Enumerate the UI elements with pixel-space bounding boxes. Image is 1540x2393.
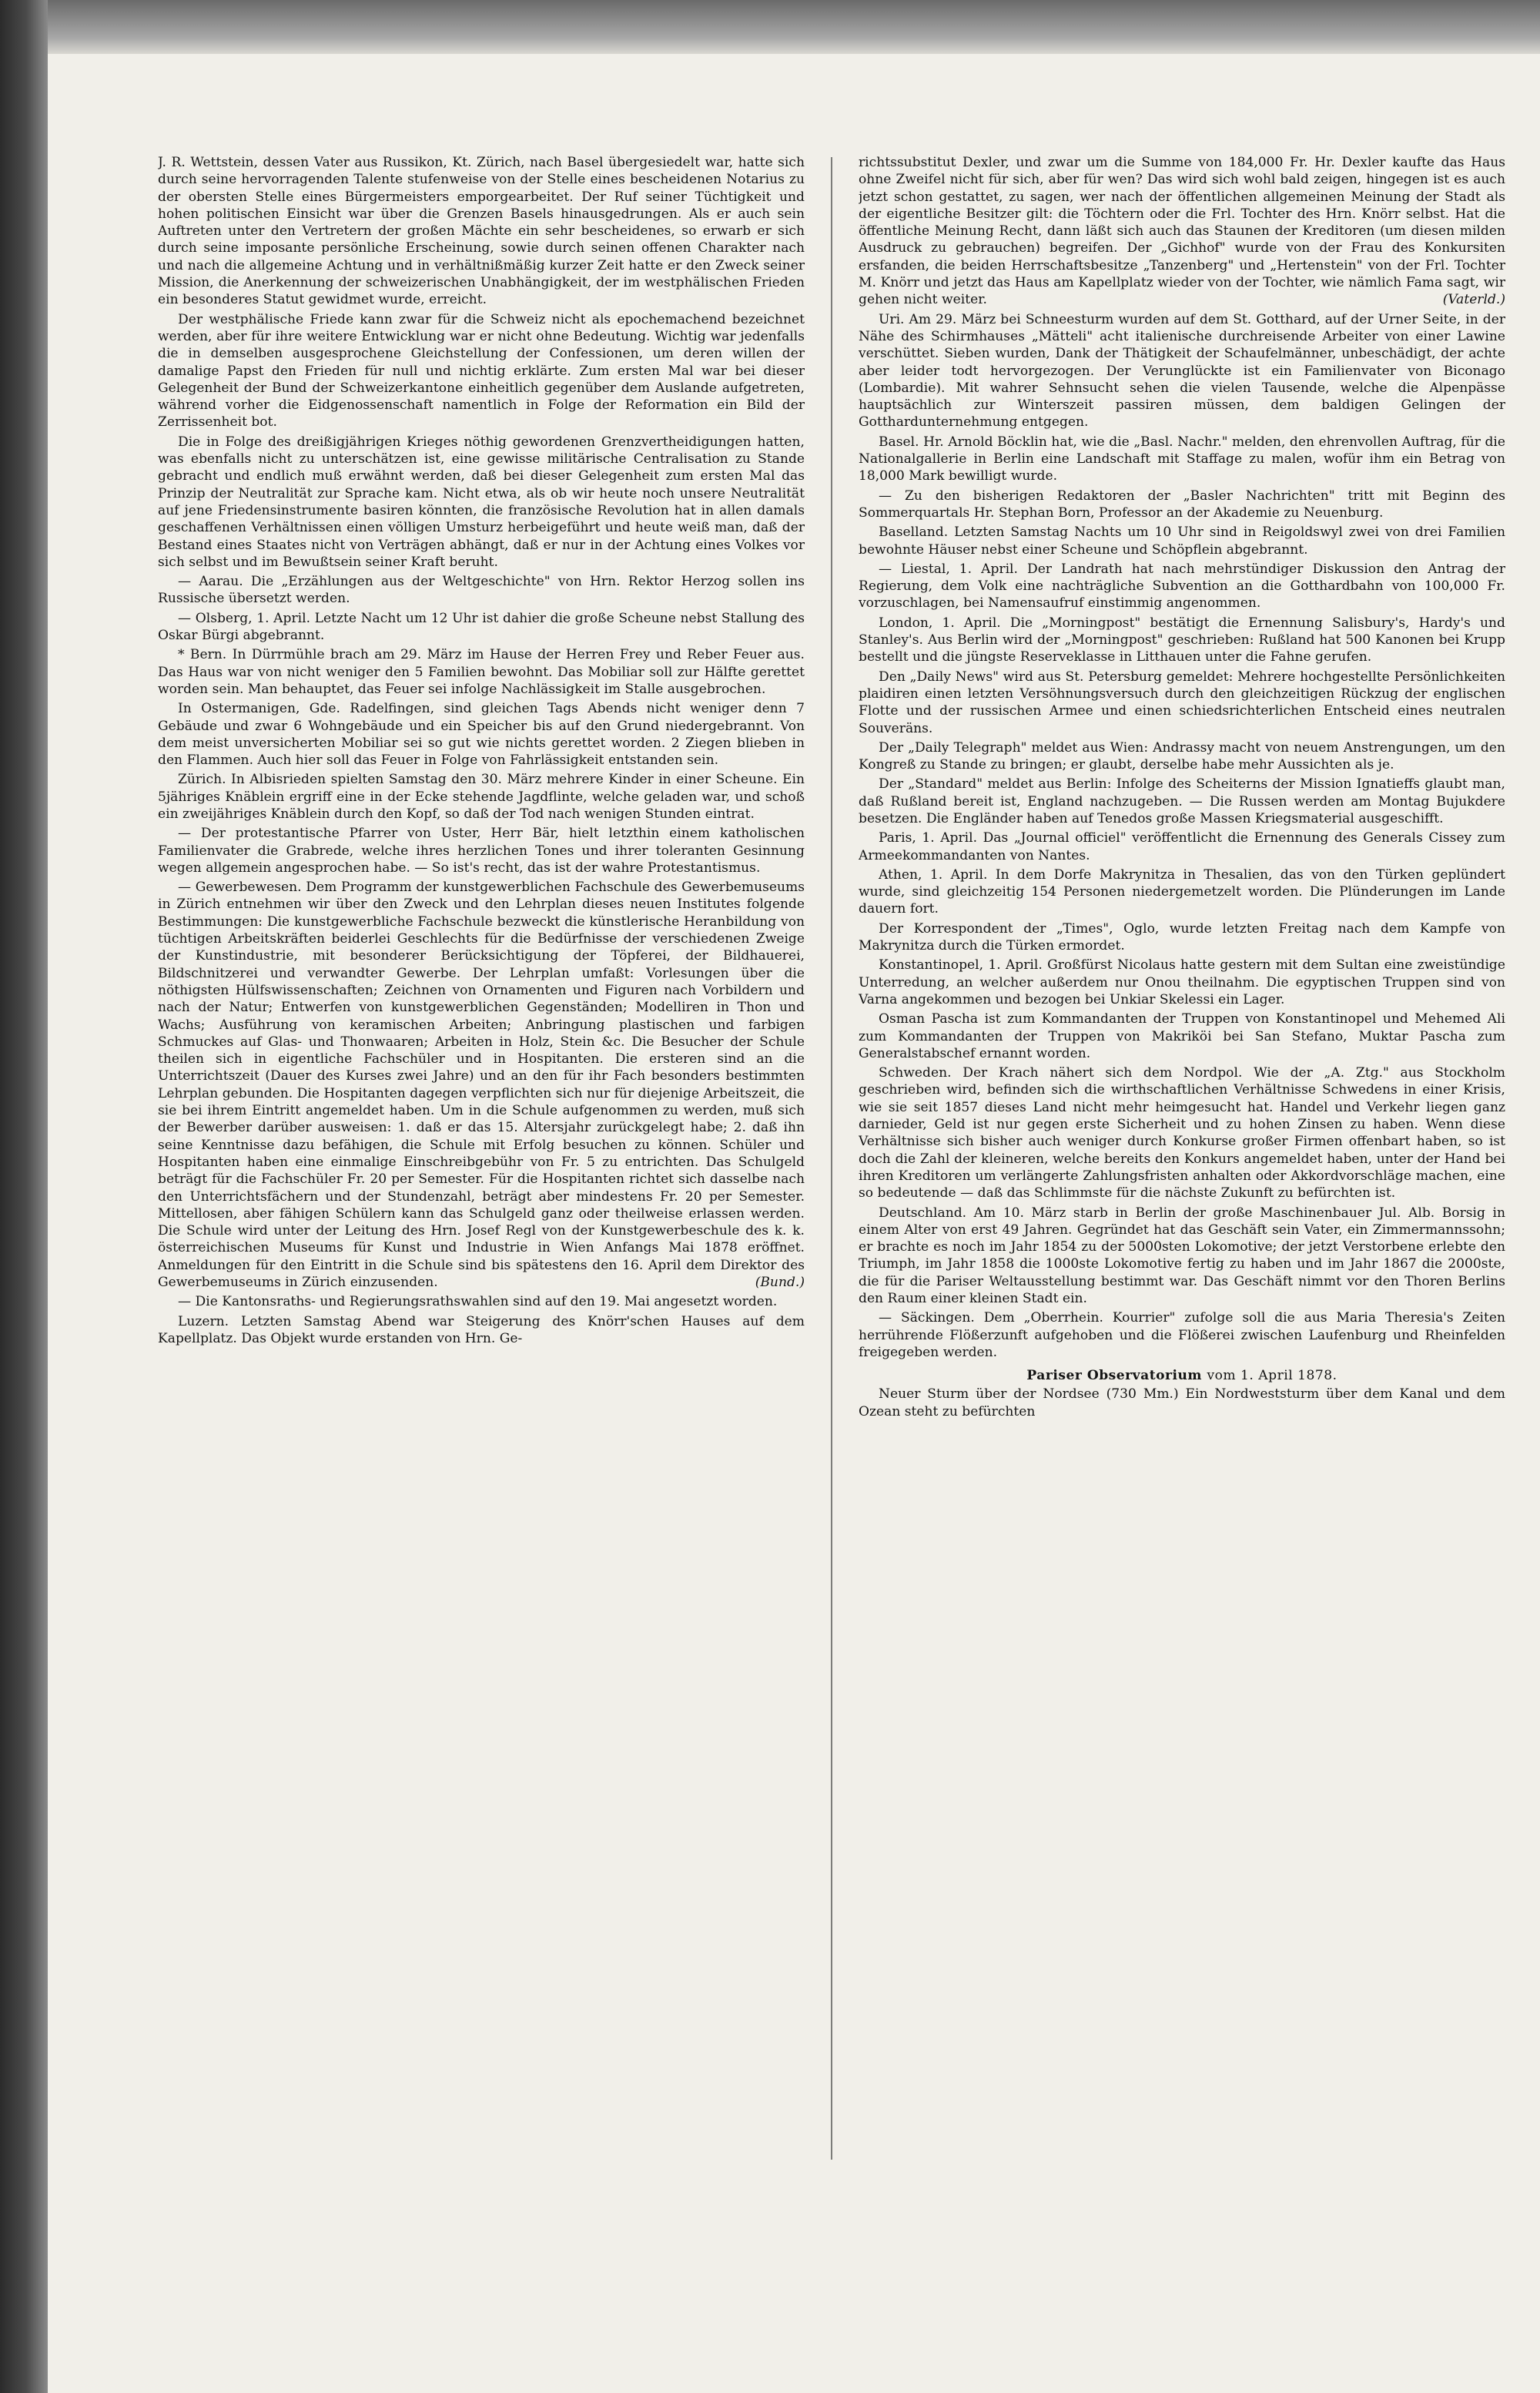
news-daily-news: Den „Daily News" wird aus St. Petersburg gemeldet: Mehrere hochgestellte Persönlichkeiten plaidiren einen letzten Versöhnungsversuch durch den gleichzeitigen Rückzug der englischen Flotte und der russischen Armee und einen schiedsrichterlichen Entscheid eines neutralen Souveräns.: [859, 669, 1505, 736]
observatory-title: Pariser Observatorium: [1026, 1368, 1203, 1384]
source-vaterland: (Vaterld.): [1442, 292, 1505, 308]
news-osman-pascha: Osman Pascha ist zum Kommandanten der Truppen von Konstantinopel und Mehemed Ali zum Kommandanten der Truppen von Makriköi bei San Stefano, Muktar Pascha zum Generalstabschef ernannt worden.: [859, 1011, 1505, 1061]
article-neutrality: Die in Folge des dreißigjährigen Krieges nöthig gewordenen Grenzvertheidigungen hatten, was ebenfalls nicht zu unterschätzen ist, eine gewisse militärische Centralisation zu Stande gebracht und endlich muß erwähnt werden, daß bei dieser Gelegenheit zum ersten Mal das Prinzip der Neutralität zur Sprache kam. Nicht etwa, als ob wir heute noch unsere Neutralität auf jene Friedensinstrumente basiren könnten, die französische Revolution hat in allen damals geschaffenen Verhältnissen einen völligen Umsturz herbeigeführt und heute weiß man, daß der Bestand eines Staates nicht von Verträgen abhängt, daß er nur in der Achtung eines Volkes vor sich selbst und im Bewußtsein seiner Kraft beruht.: [158, 434, 805, 570]
news-schweden: Schweden. Der Krach nähert sich dem Nordpol. Wie der „A. Ztg." aus Stockholm geschrieben wird, befinden sich die wirthschaftlichen Verhältnisse Schwedens in einer Krisis, wie sie seit 1857 dieses Land nicht mehr heimgesucht hat. Handel und Verkehr liegen ganz darnieder, Geld ist nur gegen erste Sicherheit und zu hohen Zinsen zu haben. Wenn diese Verhältnisse sich bisher auch weniger durch Konkurse großer Firmen offenbart haben, so ist doch die Zahl der kleineren, welche bereits den Konkurs angemeldet haben, unter der Hand bei ihren Kreditoren um verlängerte Zahlungsfristen anhalten oder Akkordvorschläge machen, eine so bedeutende — daß das Schlimmste für die nächste Zukunft zu befürchten ist.: [859, 1065, 1505, 1202]
news-bern: * Bern. In Dürrmühle brach am 29. März im Hause der Herren Frey und Reber Feuer aus. Das Haus war von nicht weniger den 5 Familien bewohnt. Das Mobiliar soll zur Hälfte gerettet worden sein. Man behauptet, das Feuer sei infolge Nachlässigkeit im Stalle ausgebrochen.: [158, 647, 805, 697]
news-luzern-continued: [859, 154, 1505, 309]
news-konstantinopel: Konstantinopel, 1. April. Großfürst Nicolaus hatte gestern mit dem Sultan eine zweistündige Unterredung, an welcher außerdem nur Onou theilnahm. Die egyptischen Truppen sind von Varna angekommen und bezogen bei Unkiar Skelessi ein Lager.: [859, 957, 1505, 1007]
news-paris: Paris, 1. April. Das „Journal officiel" veröffentlicht die Ernennung des Generals Cissey zum Armeekommandanten von Nantes.: [859, 830, 1505, 863]
column-divider: [831, 157, 832, 2160]
news-luzern: Luzern. Letzten Samstag Abend war Steigerung des Knörr'schen Hauses auf dem Kapellplatz. Das Objekt wurde erstanden von Hrn. Ge-: [158, 1313, 805, 1346]
news-aarau: — Aarau. Die „Erzählungen aus der Weltgeschichte" von Hrn. Rektor Herzog sollen ins Russische übersetzt werden.: [158, 574, 805, 607]
news-ostermanigen: In Ostermanigen, Gde. Radelfingen, sind gleichen Tags Abends nicht weniger denn 7 Gebäude und zwar 6 Wohngebäude und ein Speicher bis auf den Grund niedergebrannt. Von dem meist unversicherten Mobiliar sei so gut wie nichts gerettet worden. 2 Ziegen blieben in den Flammen. Auch hier soll das Feuer in Folge von Fahrlässigkeit entstanden sein.: [158, 701, 805, 769]
news-basel: Basel. Hr. Arnold Böcklin hat, wie die „Basl. Nachr." melden, den ehrenvollen Auftrag, für die Nationalgallerie in Berlin eine Landschaft mit Staffage zu malen, wofür ihm ein Betrag von 18,000 Mark bewilligt wurde.: [859, 434, 1505, 484]
article-wettstein: J. R. Wettstein, dessen Vater aus Russikon, Kt. Zürich, nach Basel übergesiedelt war, hatte sich durch seine hervorragenden Talente stufenweise von der Stelle eines bescheidenen Notarius zu der obersten Stelle eines Bürgermeisters emporgearbeitet. Der Ruf seiner Tüchtigkeit und hohen politischen Einsicht war über die Grenzen Basels hinausgedrungen. Als er auch sein Auftreten unter den Vertretern der großen Mächte ein sehr bescheidenes, so erwarb er sich durch seine imposante persönliche Erscheinung, sowie durch seinen offenen Charakter nach und nach die allgemeine Achtung und in verhältnißmäßig kurzer Zeit hatte er den Zweck seiner Mission, die Anerkennung der schweizerischen Unabhängigkeit, der im westphälischen Frieden ein besonderes Statut gewidmet wurde, erreicht.: [158, 155, 805, 308]
news-uster: — Der protestantische Pfarrer von Uster, Herr Bär, hielt letzthin einem katholischen Familienvater die Grabrede, welche ihres herzlichen Tones und ihrer toleranten Gesinnung wegen allgemein angesprochen habe. — So ist's recht, das ist der wahre Protestantismus.: [158, 826, 805, 876]
news-wahlen: — Die Kantonsraths- und Regierungsrathswahlen sind auf den 19. Mai angesetzt worden.: [178, 1294, 778, 1310]
article-columns: [158, 154, 1505, 2187]
scan-top-shadow: [48, 0, 1540, 54]
observatory-heading: [859, 1367, 1505, 1384]
news-zurich-albisrieden: Zürich. In Albisrieden spielten Samstag den 30. März mehrere Kinder in einer Scheune. Ein 5jähriges Knäblein ergriff eine in der Ecke stehende Jagdflinte, welche geladen war, und schoß ein zweijähriges Knäblein durch den Kopf, so daß der Tod nach wenigen Stunden eintrat.: [158, 772, 805, 822]
scan-binding-edge: [0, 0, 48, 2393]
news-deutschland: Deutschland. Am 10. März starb in Berlin der große Maschinenbauer Jul. Alb. Borsig in einem Alter von erst 49 Jahren. Gegründet hat das Geschäft sein Vater, ein Zimmermannssohn; er brachte es noch im Jahr 1854 zu der 5000sten Lokomotive; der jetzt Verstorbene erlebte den Triumph, im Jahr 1858 die 1000ste Lokomotive fertig zu haben und im Jahr 1867 die 2000ste, die für die Pariser Weltausstellung bestimmt war. Das Geschäft nimmt vor den Thoren Berlins den Raum einer kleinen Stadt ein.: [859, 1205, 1505, 1306]
news-uri: Uri. Am 29. März bei Schneesturm wurden auf dem St. Gotthard, auf der Urner Seite, in der Nähe des Schirmhauses „Mätteli" acht italienische durchreisende Arbeiter von einer Lawine verschüttet. Sieben wurden, Dank der Thätigkeit der Schaufelmänner, unbeschädigt, der achte aber leider todt hervorgezogen. Der Verunglückte ist ein Familienvater von Biconago (Lombardie). Mit wahrer Sehnsucht sehen die vielen Tausende, welche die Alpenpässe hauptsächlich zur Winterszeit passiren müssen, dem baldigen Gelingen der Gotthardunternehmung entgegen.: [859, 311, 1505, 431]
article-westphalian-peace: Der westphälische Friede kann zwar für die Schweiz nicht als epochemachend bezeichnet werden, aber für ihre weitere Entwicklung war er nicht ohne Bedeutung. Wichtig war jedenfalls die in demselben ausgesprochene Gleichstellung der Confessionen, um deren willen der damalige Papst den Frieden für null und nichtig erklärte. Zum ersten Mal war bei dieser Gelegenheit der Bund der Schweizerkantone einheitlich gegenüber dem Auslande aufgetreten, während vorher die Eidgenossenschaft namentlich in Folge der Reformation ein Bild der Zerrissenheit bot.: [158, 311, 805, 431]
news-times-correspondent: Der Korrespondent der „Times", Oglo, wurde letzten Freitag nach dem Kampfe von Makrynitza durch die Türken ermordet.: [859, 920, 1505, 954]
news-standard: Der „Standard" meldet aus Berlin: Infolge des Scheiterns der Mission Ignatieffs glaubt man, daß Rußland bereit ist, England nachzugeben. — Die Russen werden am Montag Bujukdere besetzen. Die Engländer haben auf Tenedos große Massen Kriegsmaterial ausgeschifft.: [859, 776, 1505, 826]
right-column: [859, 154, 1505, 2187]
observatory-date: vom 1. April 1878.: [1207, 1368, 1337, 1384]
news-athen: Athen, 1. April. In dem Dorfe Makrynitza in Thesalien, das von den Türken geplündert wurde, sind gleichzeitig 154 Personen niedergemetzelt worden. Die Plünderungen im Lande dauern fort.: [859, 866, 1505, 917]
news-olsberg: — Olsberg, 1. April. Letzte Nacht um 12 Uhr ist dahier die große Scheune nebst Stallung des Oskar Bürgi abgebrannt.: [158, 610, 805, 644]
left-column: [158, 154, 805, 2187]
luzern-continued-text: richtssubstitut Dexler, und zwar um die Summe von 184,000 Fr. Hr. Dexler kaufte das Haus ohne Zweifel nicht für sich, aber für wen? Das wird sich wohl bald zeigen, hingegen ist es auch jetzt schon gestattet, zu sagen, wer nach der öffentlichen allgemeinen Meinung der Stadt als der eigentliche Besitzer gilt: die Töchtern oder die Frl. Tochter des Hrn. Knörr selbst. Hat die öffentliche Meinung Recht, dann läßt sich auch das Staunen der Kreditoren (um diesen milden Ausdruck zu gebrauchen) begreifen. Der „Gichhof" wurde von der Frau des Konkursiten ersfanden, die beiden Herrschaftsbesitze „Tanzenberg" und „Hertenstein" von der Frl. Tochter M. Knörr und jetzt das Haus am Kapellplatz wieder von der Tochter, wie nämlich Fama sagt, wir gehen nicht weiter.: [859, 155, 1505, 308]
news-liestal: — Liestal, 1. April. Der Landrath hat nach mehrstündiger Diskussion den Antrag der Regierung, dem Volk eine nachträgliche Subvention an die Gotthardbahn von 100,000 Fr. vorzuschlagen, bei Namensaufruf einstimmig angenommen.: [859, 561, 1505, 612]
news-basler-nachrichten: — Zu den bisherigen Redaktoren der „Basler Nachrichten" tritt mit Beginn des Sommerquartals Hr. Stephan Born, Professor an der Akademie zu Neuenburg.: [859, 488, 1505, 521]
news-baselland: Baselland. Letzten Samstag Nachts um 10 Uhr sind in Reigoldswyl zwei von drei Familien bewohnte Häuser nebst einer Scheune und Schöpflein abgebrannt.: [859, 525, 1505, 558]
gewerbewesen-text: — Gewerbewesen. Dem Programm der kunstgewerblichen Fachschule des Gewerbemuseums in Zürich entnehmen wir über den Zweck und den Lehrplan dieses neuen Institutes folgende Bestimmungen: Die kunstgewerbliche Fachschule bezweckt die künstlerische Heranbildung von tüchtigen Arbeitskräften beiderlei Geschlechts für die Bedürfnisse der verschiedenen Zweige der Kunstindustrie, mit besonderer Berücksichtigung der Töpferei, der Bildhauerei, Bildschnitzerei und verwandter Gewerbe. Der Lehrplan umfaßt: Vorlesungen über die nöthigsten Hülfswissenschaften; Zeichnen von Ornamenten und Figuren nach Vorbildern und nach der Natur; Entwerfen von kunstgewerblichen Gegenständen; Modelliren in Thon und Wachs; Ausführung von keramischen Arbeiten; Anbringung plastischen und farbigen Schmuckes auf Glas- und Thonwaaren; Arbeiten in Holz, Stein &c. Die Besucher der Schule theilen sich in eigentliche Fachschüler und in Hospitanten. Die ersteren sind an die Unterrichtszeit (Dauer des Kurses zwei Jahre) und an den für ihr Fach besonders bestimmten Lehrplan gebunden. Die Hospitanten dagegen verpflichten sich nur für diejenige Arbeitszeit, die sie bei ihrem Eintritt angemeldet haben. Um in die Schule aufgenommen zu werden, muß sich der Bewerber darüber ausweisen: 1. daß er das 15. Altersjahr zurückgelegt habe; 2. daß ihn seine Kenntnisse dazu befähigen, die Schule mit Erfolg besuchen zu können. Schüler und Hospitanten haben eine einmalige Einschreibgebühr von Fr. 5 zu entrichten. Das Schulgeld beträgt für die Fachschüler Fr. 20 per Semester. Für die Hospitanten richtet sich dasselbe nach den Unterrichtsfächern und der Stundenzahl, beträgt aber mindestens Fr. 20 per Semester. Mittellosen, aber fähigen Schülern kann das Schulgeld ganz oder theilweise erlassen werden. Die Schule wird unter der Leitung des Hrn. Josef Regl von der Kunstgewerbeschule des k. k. österreichischen Museums für Kunst und Industrie in Wien Anfangs Mai 1878 eröffnet. Anmeldungen für den Eintritt in die Schule sind bis spätestens den 16. April dem Direktor des Gewerbemuseums in Zürich einzusenden.: [158, 880, 805, 1290]
news-gewerbewesen: [158, 879, 805, 1291]
news-daily-telegraph: Der „Daily Telegraph" meldet aus Wien: Andrassy macht von neuem Anstrengungen, um den Kongreß zu Stande zu bringen; er glaubt, derselbe habe mehr Aussichten als je.: [859, 739, 1505, 773]
observatory-report: Neuer Sturm über der Nordsee (730 Mm.) Ein Nordweststurm über dem Kanal und dem Ozean steht zu befürchten: [859, 1386, 1505, 1419]
source-bund: (Bund.): [755, 1275, 805, 1290]
news-london: London, 1. April. Die „Morningpost" bestätigt die Ernennung Salisbury's, Hardy's und Stanley's. Aus Berlin wird der „Morningpost" geschrieben: Rußland hat 500 Kanonen bei Krupp bestellt und die jüngste Reserveklasse in Litthauen unter die Fahne gerufen.: [859, 615, 1505, 665]
news-saeckingen: — Säckingen. Dem „Oberrhein. Kourrier" zufolge soll die aus Maria Theresia's Zeiten herrührende Flößerzunft aufgehoben und die Flößerei zwischen Laufenburg und Rheinfelden freigegeben werden.: [859, 1310, 1505, 1360]
